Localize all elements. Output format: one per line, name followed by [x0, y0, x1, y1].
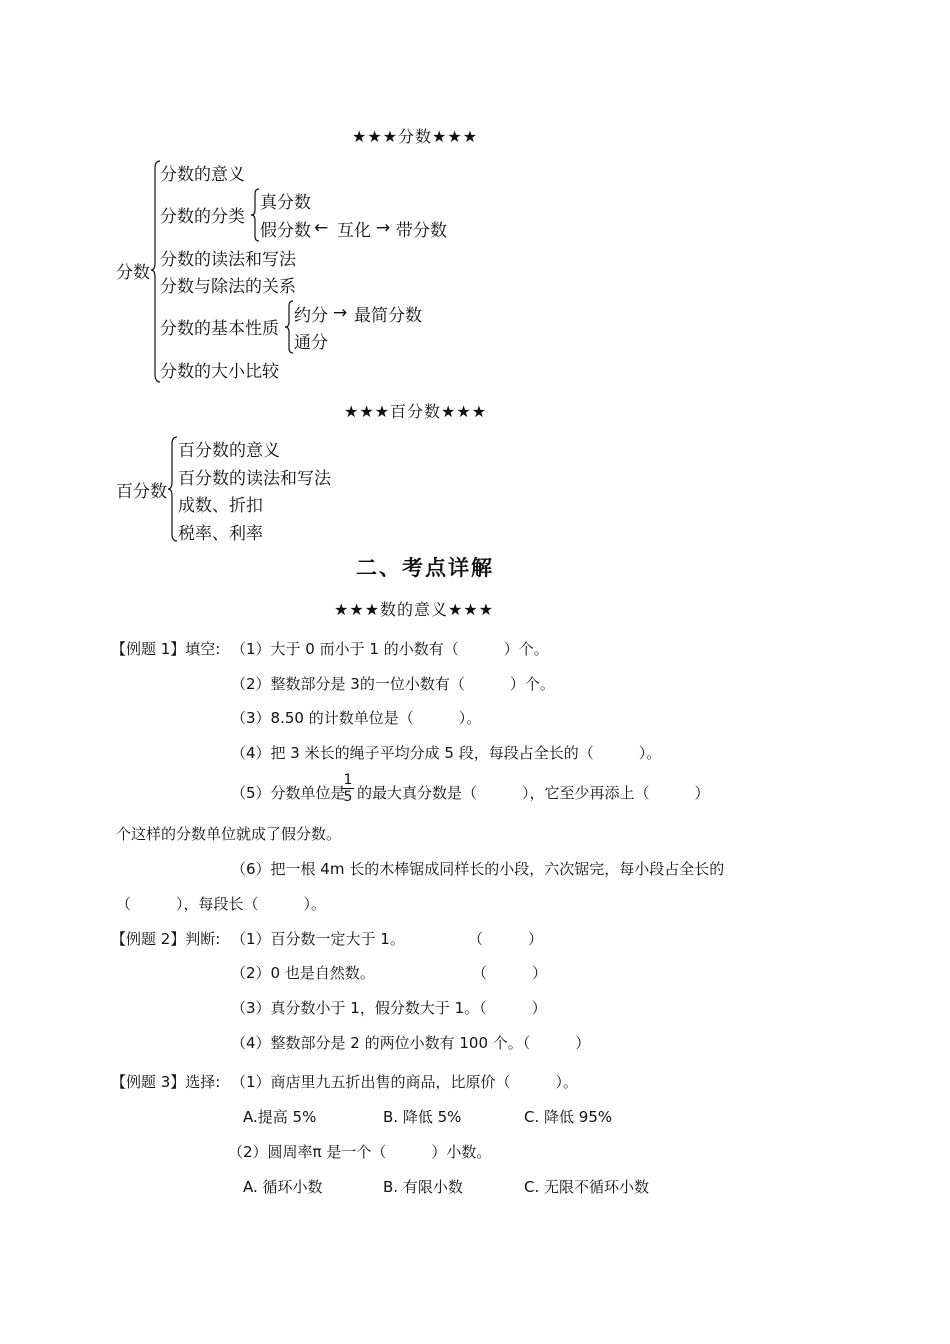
- right-arrow: →: [376, 218, 391, 238]
- fraction-numerator: 1: [343, 772, 353, 788]
- meaning-heading: ★★★数的意义★★★: [334, 600, 495, 619]
- improper-fraction: 假分数: [260, 221, 311, 241]
- example2-q1-answer: （ ）: [468, 930, 544, 948]
- percent-heading: ★★★百分数★★★: [344, 402, 488, 421]
- fraction-root-label: 分数: [116, 263, 150, 283]
- fraction-meaning: 分数的意义: [160, 165, 245, 185]
- fraction-one-fifth: [342, 772, 354, 805]
- fraction-read-write: 分数的读法和写法: [160, 250, 296, 270]
- example2-q2: （2）0 也是自然数。: [231, 964, 375, 982]
- fraction-heading: ★★★分数★★★: [352, 127, 479, 146]
- percent-read-write: 百分数的读法和写法: [178, 469, 331, 489]
- example2-q3: （3）真分数小于 1，假分数大于 1。（ ）: [231, 999, 547, 1017]
- fraction-basic-property: 分数的基本性质: [160, 319, 279, 339]
- example2-q4: （4）整数部分是 2 的两位小数有 100 个。（ ）: [231, 1034, 591, 1052]
- simplest-fraction: 最简分数: [354, 306, 422, 326]
- example2-label: 【例题 2】判断:: [111, 930, 221, 948]
- section-title: 二、考点详解: [356, 556, 494, 580]
- fraction-denominator: 5: [343, 789, 353, 805]
- percent-root-label: 百分数: [116, 482, 167, 502]
- fraction-compare: 分数的大小比较: [160, 362, 279, 382]
- example1-label: 【例题 1】填空:: [111, 640, 221, 658]
- example1-q6: （6）把一根 4m 长的木棒锯成同样长的小段，六次锯完，每小段占全长的: [231, 860, 725, 878]
- example1-q4: （4）把 3 米长的绳子平均分成 5 段，每段占全长的（ ）。: [231, 744, 662, 762]
- common-denominator: 通分: [294, 333, 328, 353]
- percent-tax-interest: 税率、利率: [178, 524, 263, 544]
- mixed-number: 带分数: [396, 221, 447, 241]
- example3-q2-option-b: B. 有限小数: [383, 1178, 463, 1196]
- interconvert-label: 互化: [337, 221, 371, 241]
- example1-q1: （1）大于 0 而小于 1 的小数有（ ）个。: [231, 640, 549, 658]
- classification-brace: [250, 188, 260, 243]
- example1-q5-continuation: 个这样的分数单位就成了假分数。: [116, 825, 342, 843]
- example3-q2: （2）圆周率π 是一个（ ）小数。: [228, 1143, 492, 1161]
- example3-q1-option-c: C. 降低 95%: [524, 1108, 613, 1126]
- reduce-arrow: →: [333, 303, 348, 323]
- example1-q2: （2）整数部分是 3的一位小数有（ ）个。: [231, 675, 555, 693]
- example3-q2-option-a: A. 循环小数: [243, 1178, 323, 1196]
- example1-q5-prefix: （5）分数单位是: [231, 784, 346, 802]
- basic-property-brace: [284, 300, 294, 355]
- fraction-division-relation: 分数与除法的关系: [160, 277, 296, 297]
- percent-meaning: 百分数的意义: [178, 441, 280, 461]
- example1-q5-suffix: 的最大真分数是（ ），它至少再添上（ ）: [357, 784, 710, 802]
- reduce-fraction: 约分: [294, 306, 328, 326]
- fraction-classification: 分数的分类: [160, 207, 245, 227]
- example2-q2-answer: （ ）: [472, 964, 548, 982]
- proper-fraction: 真分数: [260, 193, 311, 213]
- example3-q1: （1）商店里九五折出售的商品，比原价（ ）。: [231, 1073, 579, 1091]
- percent-tenths-discount: 成数、折扣: [178, 496, 263, 516]
- left-arrow: ←: [314, 218, 329, 238]
- example3-q2-option-c: C. 无限不循环小数: [524, 1178, 650, 1196]
- example2-q1: （1）百分数一定大于 1。: [231, 930, 405, 948]
- example3-label: 【例题 3】选择:: [111, 1073, 221, 1091]
- example3-q1-option-b: B. 降低 5%: [383, 1108, 462, 1126]
- example3-q1-option-a: A.提高 5%: [243, 1108, 317, 1126]
- example1-q3: （3）8.50 的计数单位是（ ）。: [231, 709, 482, 727]
- example1-q6-continuation: （ ），每段长（ ）。: [116, 895, 327, 913]
